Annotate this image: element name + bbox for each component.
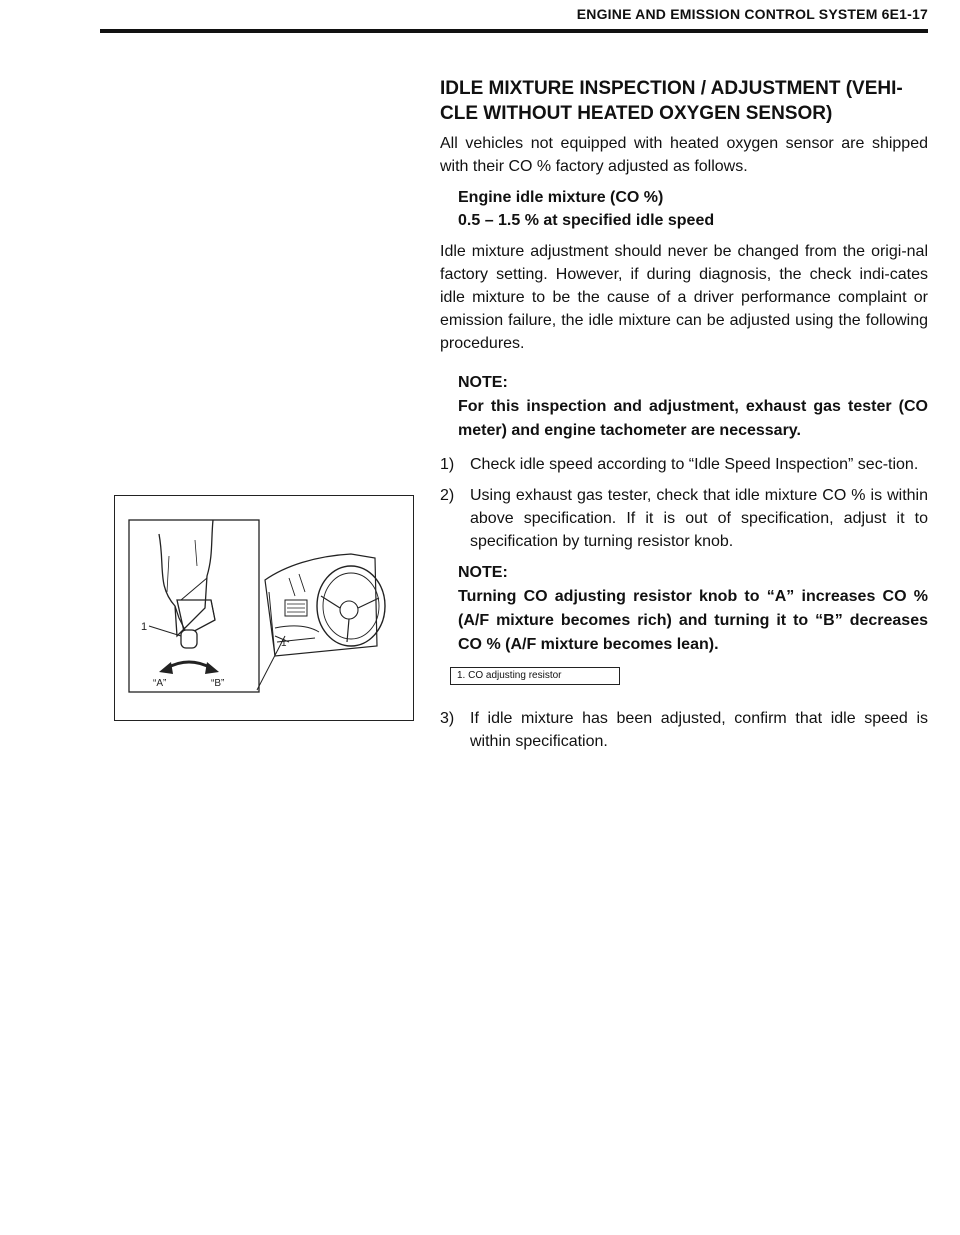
step-number: 3): [440, 710, 455, 727]
note-equipment: [458, 371, 928, 443]
step-item: [440, 707, 928, 753]
content-column: [440, 76, 928, 761]
note-text: Turning CO adjusting resistor knob to “A” increases CO % (A/F mixture becomes rich) and turning it to “B” decreases CO % (A/F mixture becomes lean).: [458, 588, 928, 653]
step-number: 1): [440, 456, 455, 473]
adjustment-paragraph: Idle mixture adjustment should never be changed from the origi-nal factory setting. However, if during diagnosis, the check indi-cates idle mixture to be the cause of a driver performance complaint or emission failure, the idle mixture can be adjusted using the following procedures.: [440, 243, 928, 352]
inset-frame: [129, 520, 259, 692]
figure-legend: 1. CO adjusting resistor: [450, 667, 620, 685]
step-number: 2): [440, 487, 455, 504]
resistor-knob: [181, 630, 197, 648]
step-text: Using exhaust gas tester, check that idle mixture CO % is within above specification. If it is out of specification, adjust it to specification by turning resistor knob.: [470, 487, 928, 550]
spec-label: Engine idle mixture (CO %): [458, 189, 664, 206]
co-resistor-illustration: [114, 495, 414, 721]
note-knob-direction: [458, 561, 928, 657]
section-title: IDLE MIXTURE INSPECTION / ADJUSTMENT (VEHI-CLE WITHOUT HEATED OXYGEN SENSOR): [440, 78, 903, 124]
note-text: For this inspection and adjustment, exhaust gas tester (CO meter) and engine tachometer are necessary.: [458, 398, 928, 439]
step-text: If idle mixture has been adjusted, confirm that idle speed is within specification.: [470, 710, 928, 750]
label-b: “B”: [211, 678, 225, 689]
intro-paragraph: All vehicles not equipped with heated oxygen sensor are shipped with their CO % factory adjusted as follows.: [440, 135, 928, 175]
spec-value: 0.5 – 1.5 % at specified idle speed: [458, 212, 715, 229]
callout-1: 1: [141, 621, 148, 633]
steering-wheel: [317, 566, 385, 646]
page-header: ENGINE AND EMISSION CONTROL SYSTEM 6E1-17: [576, 6, 928, 22]
step-item: [440, 484, 928, 553]
label-a: “A”: [153, 678, 167, 689]
spec-block: [458, 186, 928, 232]
step-item: [440, 453, 928, 476]
note-label: NOTE:: [458, 564, 508, 581]
step-text: Check idle speed according to “Idle Speed Inspection” sec-tion.: [470, 456, 919, 473]
note-label: NOTE:: [458, 374, 508, 391]
callout-1-dash: 1: [281, 638, 287, 649]
header-rule: [100, 29, 928, 33]
